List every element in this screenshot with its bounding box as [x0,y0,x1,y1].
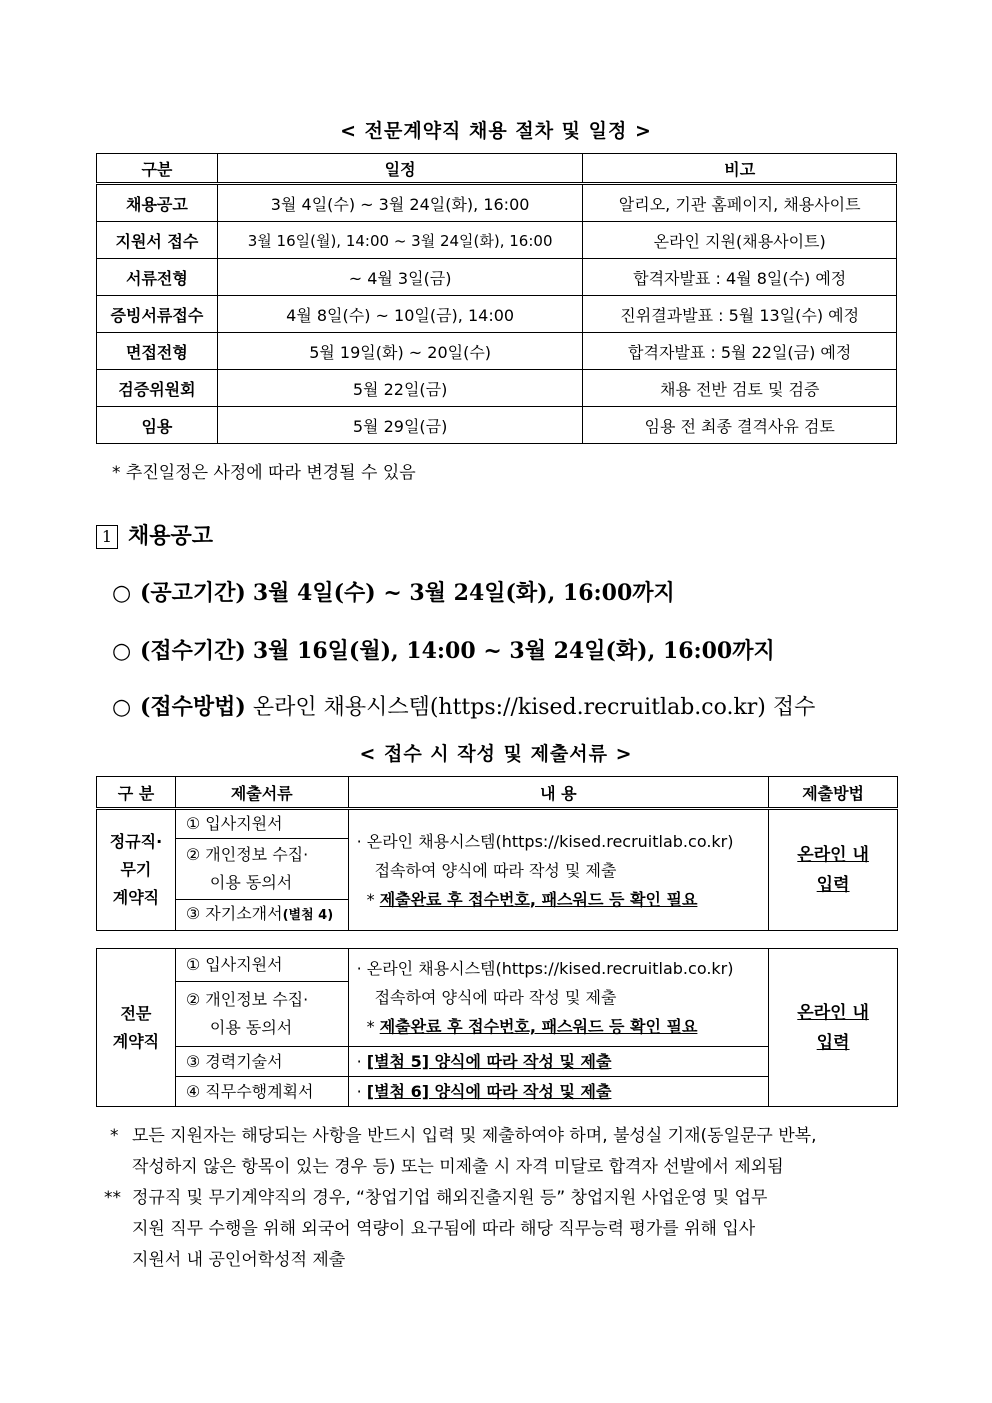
docs-table-regular [96,776,898,931]
stage-cell: 지원서 접수 [97,222,218,259]
note-cell: 진위결과발표 : 5월 13일(수) 예정 [583,296,897,333]
table-row [97,184,897,222]
footnote-line [104,1183,900,1214]
item-cell [175,839,348,900]
bullet-text: 3월 4일(수) ~ 3월 24일(화), 16:00까지 [252,580,675,606]
dot: · [356,1052,362,1071]
item-cell: ① 입사지원서 [175,949,348,982]
method-line: 입력 [816,875,850,895]
content-cell [348,809,769,931]
footnote-text: 작성하지 않은 항목이 있는 경우 등) 또는 미제출 시 자격 미달로 합격자 선발에서 제외됨 [132,1157,784,1177]
category-line: 무기 [120,860,152,879]
stage-cell: 면접전형 [97,333,218,370]
category-cell [97,949,176,1107]
category-line: 전문 [120,1003,152,1023]
content-cell [348,1047,769,1077]
content-note [357,885,769,914]
item-cell [175,982,348,1047]
content-text: [별첨 5] 양식에 따라 작성 및 제출 [366,1052,612,1071]
bullet-receipt-period [112,634,775,665]
bullet-label: (접수방법) [140,694,246,720]
table-row [97,407,897,444]
item-line: 이용 동의서 [209,1018,293,1037]
schedule-header-row [97,154,897,184]
footnote-text: 모든 지원자는 해당되는 사항을 반드시 입력 및 제출하여야 하며, 불성실 기재(동일문구 반복, [132,1126,817,1146]
footnote-line [110,1121,900,1152]
footnote-1 [110,1121,900,1183]
note-mark: * [366,1017,375,1036]
note-text: 제출완료 후 접수번호, 패스워드 등 확인 필요 [379,1017,698,1036]
dot: · [356,1082,362,1101]
bullet-label: (접수기간) [140,638,246,664]
bullet-marker: ○ [112,695,132,720]
note-cell: 알리오, 기관 홈페이지, 채용사이트 [583,184,897,222]
date-cell: ~ 4월 3일(금) [217,259,583,296]
date-cell: 5월 22일(금) [217,370,583,407]
docs-header-row [97,777,898,809]
item-cell: ④ 직무수행계획서 [175,1077,348,1107]
stage-cell: 임용 [97,407,218,444]
bullet-period [112,576,675,607]
note-cell: 온라인 지원(채용사이트) [583,222,897,259]
category-line: 정규직· [109,832,163,851]
item-cell: ③ 경력기술서 [175,1047,348,1077]
item-line: ② 개인정보 수집· [185,845,309,864]
section-title: 채용공고 [128,523,214,549]
table-row [97,296,897,333]
bullet-marker: ○ [112,581,132,606]
content-line: 접속하여 양식에 따라 작성 및 제출 [374,988,617,1007]
footnote-text: 지원서 내 공인어학성적 제출 [132,1250,346,1270]
bullet-text: 온라인 채용시스템(https://kised.recruitlab.co.kr) 접수 [252,695,816,720]
header-stage: 구분 [97,154,218,184]
docs-title: < 접수 시 작성 및 제출서류 > [359,743,633,765]
table-row [97,333,897,370]
method-line: 온라인 내 [797,845,869,865]
note-cell: 합격자발표 : 4월 8일(수) 예정 [583,259,897,296]
docs-table-professional [96,948,898,1107]
category-cell [97,809,176,931]
footnote-text: 지원 직무 수행을 위해 외국어 역량이 요구됨에 따라 해당 직무능력 평가를 위해 입사 [132,1219,756,1239]
item-suffix: (별첨 4) [282,908,334,923]
note-cell: 채용 전반 검토 및 검증 [583,370,897,407]
note-cell: 임용 전 최종 결격사유 검토 [583,407,897,444]
method-cell [769,809,898,931]
category-line: 계약직 [112,888,160,907]
method-cell [769,949,898,1107]
footnote-mark: * [110,1126,119,1146]
header-method: 제출방법 [769,777,898,809]
method-line: 온라인 내 [797,1002,869,1023]
table-row [97,949,898,982]
footnote-mark: ** [104,1188,121,1208]
footnote-2 [104,1183,900,1276]
schedule-table [96,153,897,444]
stage-cell: 검증위원회 [97,370,218,407]
table-row [97,222,897,259]
content-cell [348,949,769,1047]
note-text: 제출완료 후 접수번호, 패스워드 등 확인 필요 [379,889,698,909]
bullet-text: 3월 16일(월), 14:00 ~ 3월 24일(화), 16:00까지 [252,638,775,664]
content-cell [348,1077,769,1107]
stage-cell: 서류전형 [97,259,218,296]
bullet-receipt-method [112,690,815,721]
stage-cell: 채용공고 [97,184,218,222]
date-cell: 5월 19일(화) ~ 20일(수) [217,333,583,370]
date-cell: 4월 8일(수) ~ 10일(금), 14:00 [217,296,583,333]
category-line: 계약직 [112,1031,160,1051]
date-cell: 3월 4일(수) ~ 3월 24일(화), 16:00 [217,184,583,222]
table-row [97,809,898,839]
header-date: 일정 [217,154,583,184]
item-line: ② 개인정보 수집· [185,990,309,1009]
schedule-footnote: * 추진일정은 사정에 따라 변경될 수 있음 [112,463,416,483]
item-text: ③ 자기소개서 [185,904,283,923]
item-cell [175,900,348,931]
stage-cell: 증빙서류접수 [97,296,218,333]
note-mark: * [366,889,375,909]
content-line: · 온라인 채용시스템(https://kised.recruitlab.co.kr) [356,959,734,978]
table-row [97,259,897,296]
bullet-marker: ○ [112,639,132,664]
section-number: 1 [96,525,118,549]
item-line: 이용 동의서 [209,873,293,892]
footnote-text: 정규직 및 무기계약직의 경우, “창업기업 해외진출지원 등” 창업지원 사업운영 및 업무 [132,1188,768,1208]
date-cell: 3월 16일(월), 14:00 ~ 3월 24일(화), 16:00 [217,222,583,259]
table-row [97,370,897,407]
header-category: 구 분 [97,777,176,809]
item-cell: ① 입사지원서 [175,809,348,839]
date-cell: 5월 29일(금) [217,407,583,444]
content-text: [별첨 6] 양식에 따라 작성 및 제출 [366,1082,612,1101]
bullet-label: (공고기간) [140,580,246,606]
header-note: 비고 [583,154,897,184]
content-line: 접속하여 양식에 따라 작성 및 제출 [374,860,617,880]
method-line: 입력 [816,1032,850,1053]
section-heading [96,519,213,550]
note-cell: 합격자발표 : 5월 22일(금) 예정 [583,333,897,370]
content-line: · 온라인 채용시스템(https://kised.recruitlab.co.kr) [356,831,734,851]
schedule-title: < 전문계약직 채용 절차 및 일정 > [340,120,652,142]
header-documents: 제출서류 [175,777,348,809]
header-content: 내 용 [348,777,769,809]
content-note [357,1012,769,1041]
